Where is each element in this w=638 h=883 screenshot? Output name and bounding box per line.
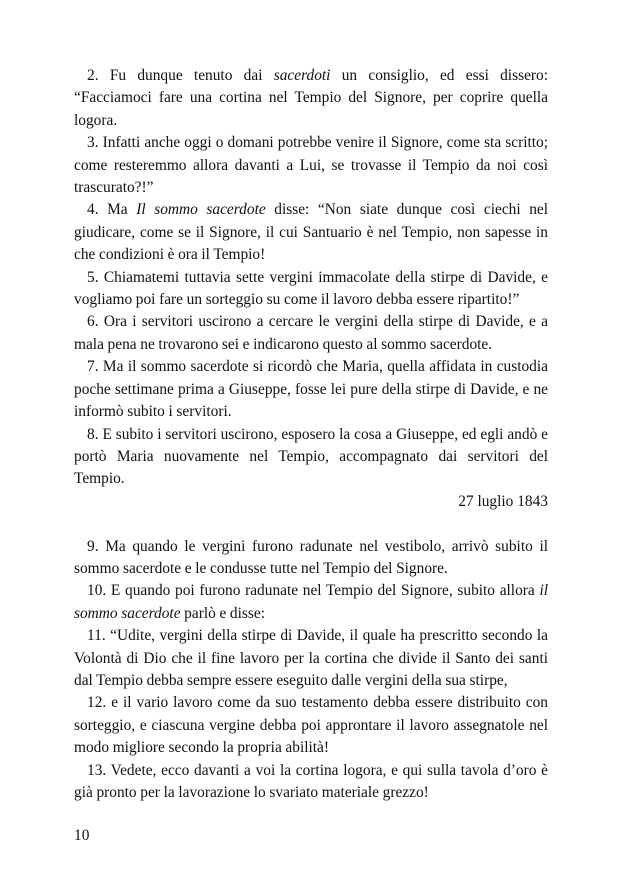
verse-2	[74, 65, 548, 132]
text-run: 12. e il vario lavoro come da suo testamento debba essere distribuito con sorteggio, e ciascuna vergine debba poi approntare il lavoro assegnatole nel modo migliore secondo la propria abilità!	[74, 694, 548, 757]
italic-run: sacerdoti	[273, 67, 331, 84]
verse-7	[74, 356, 548, 423]
section-1	[74, 65, 548, 513]
text-run: 7. Ma il sommo sacerdote si ricordò che Maria, quella affidata in custodia poche settimane prima a Giuseppe, fosse lei pure della stirpe di Davide, e ne informò subito i servitori.	[74, 358, 548, 421]
text-run: 3. Infatti anche oggi o domani potrebbe venire il Signore, come sta scritto; come resteremmo allora davanti a Lui, se trovasse il Tempio da noi così trascurato?!”	[74, 134, 548, 197]
page-text	[74, 65, 548, 804]
section-date: 27 luglio 1843	[458, 492, 548, 510]
italic-run: Il sommo sacerdote	[136, 201, 266, 219]
text-run: 4. Ma	[87, 201, 137, 219]
page-number: 10	[74, 827, 90, 844]
text-run: 11. “Udite, vergini della stirpe di Davide, il quale ha prescritto secondo la Volontà di Dio che il fine lavoro per la cortina che divide il Santo dei santi dal Tempio debba sempre essere eseguito dalle vergini della sua stirpe,	[74, 627, 548, 689]
italic-run: il sommo sacerdote	[74, 582, 548, 622]
text-run: 2. Fu dunque tenuto dai	[87, 67, 274, 84]
verse-3	[74, 132, 548, 199]
text-run: 9. Ma quando le vergini furono radunate nel vestibolo, arrivò subito il sommo sacerdote e le condusse tutte nel Tempio del Signore.	[74, 537, 548, 577]
verse-6	[74, 311, 548, 356]
section-gap	[74, 513, 548, 535]
verse-13	[74, 760, 548, 805]
verse-11	[74, 625, 548, 692]
verse-5	[74, 267, 548, 312]
verse-8	[74, 424, 548, 491]
text-run: 5. Chiamatemi tuttavia sette vergini immacolate della stirpe di Davide, e vogliamo poi fare un sorteggio su come il lavoro debba essere ripartito!”	[74, 268, 548, 309]
text-run: 10. E quando poi furono radunate nel Tempio del Signore, subito allora	[87, 582, 540, 600]
text-run: 8. E subito i servitori uscirono, esposero la cosa a Giuseppe, ed egli andò e portò Maria nuovamente nel Tempio, accompagnato dai servitori del Tempio.	[74, 425, 548, 488]
text-run: parlò e disse:	[180, 604, 265, 622]
text-run: 13. Vedete, ecco davanti a voi la cortina logora, e qui sulla tavola d’oro è già pronto per la lavorazione lo svariato materiale grezzo!	[74, 761, 548, 801]
verse-4	[74, 199, 548, 266]
section-2	[74, 536, 548, 805]
text-run: 6. Ora i servitori uscirono a cercare le vergini della stirpe di Davide, e a mala pena ne trovarono sei e indicarono questo al sommo sacerdote.	[74, 313, 548, 353]
text-run: disse: “Non siate dunque così ciechi nel giudicare, come se il Signore, il cui Santuario è nel Tempio, non sapesse in che condizioni è ora il Tempio!	[74, 201, 549, 264]
verse-12	[74, 692, 548, 759]
verse-9	[74, 536, 548, 581]
verse-10	[74, 580, 548, 625]
text-run: un consiglio, ed essi dissero: “Facciamoci fare una cortina nel Tempio del Signore, per coprire quella logora.	[74, 67, 548, 129]
